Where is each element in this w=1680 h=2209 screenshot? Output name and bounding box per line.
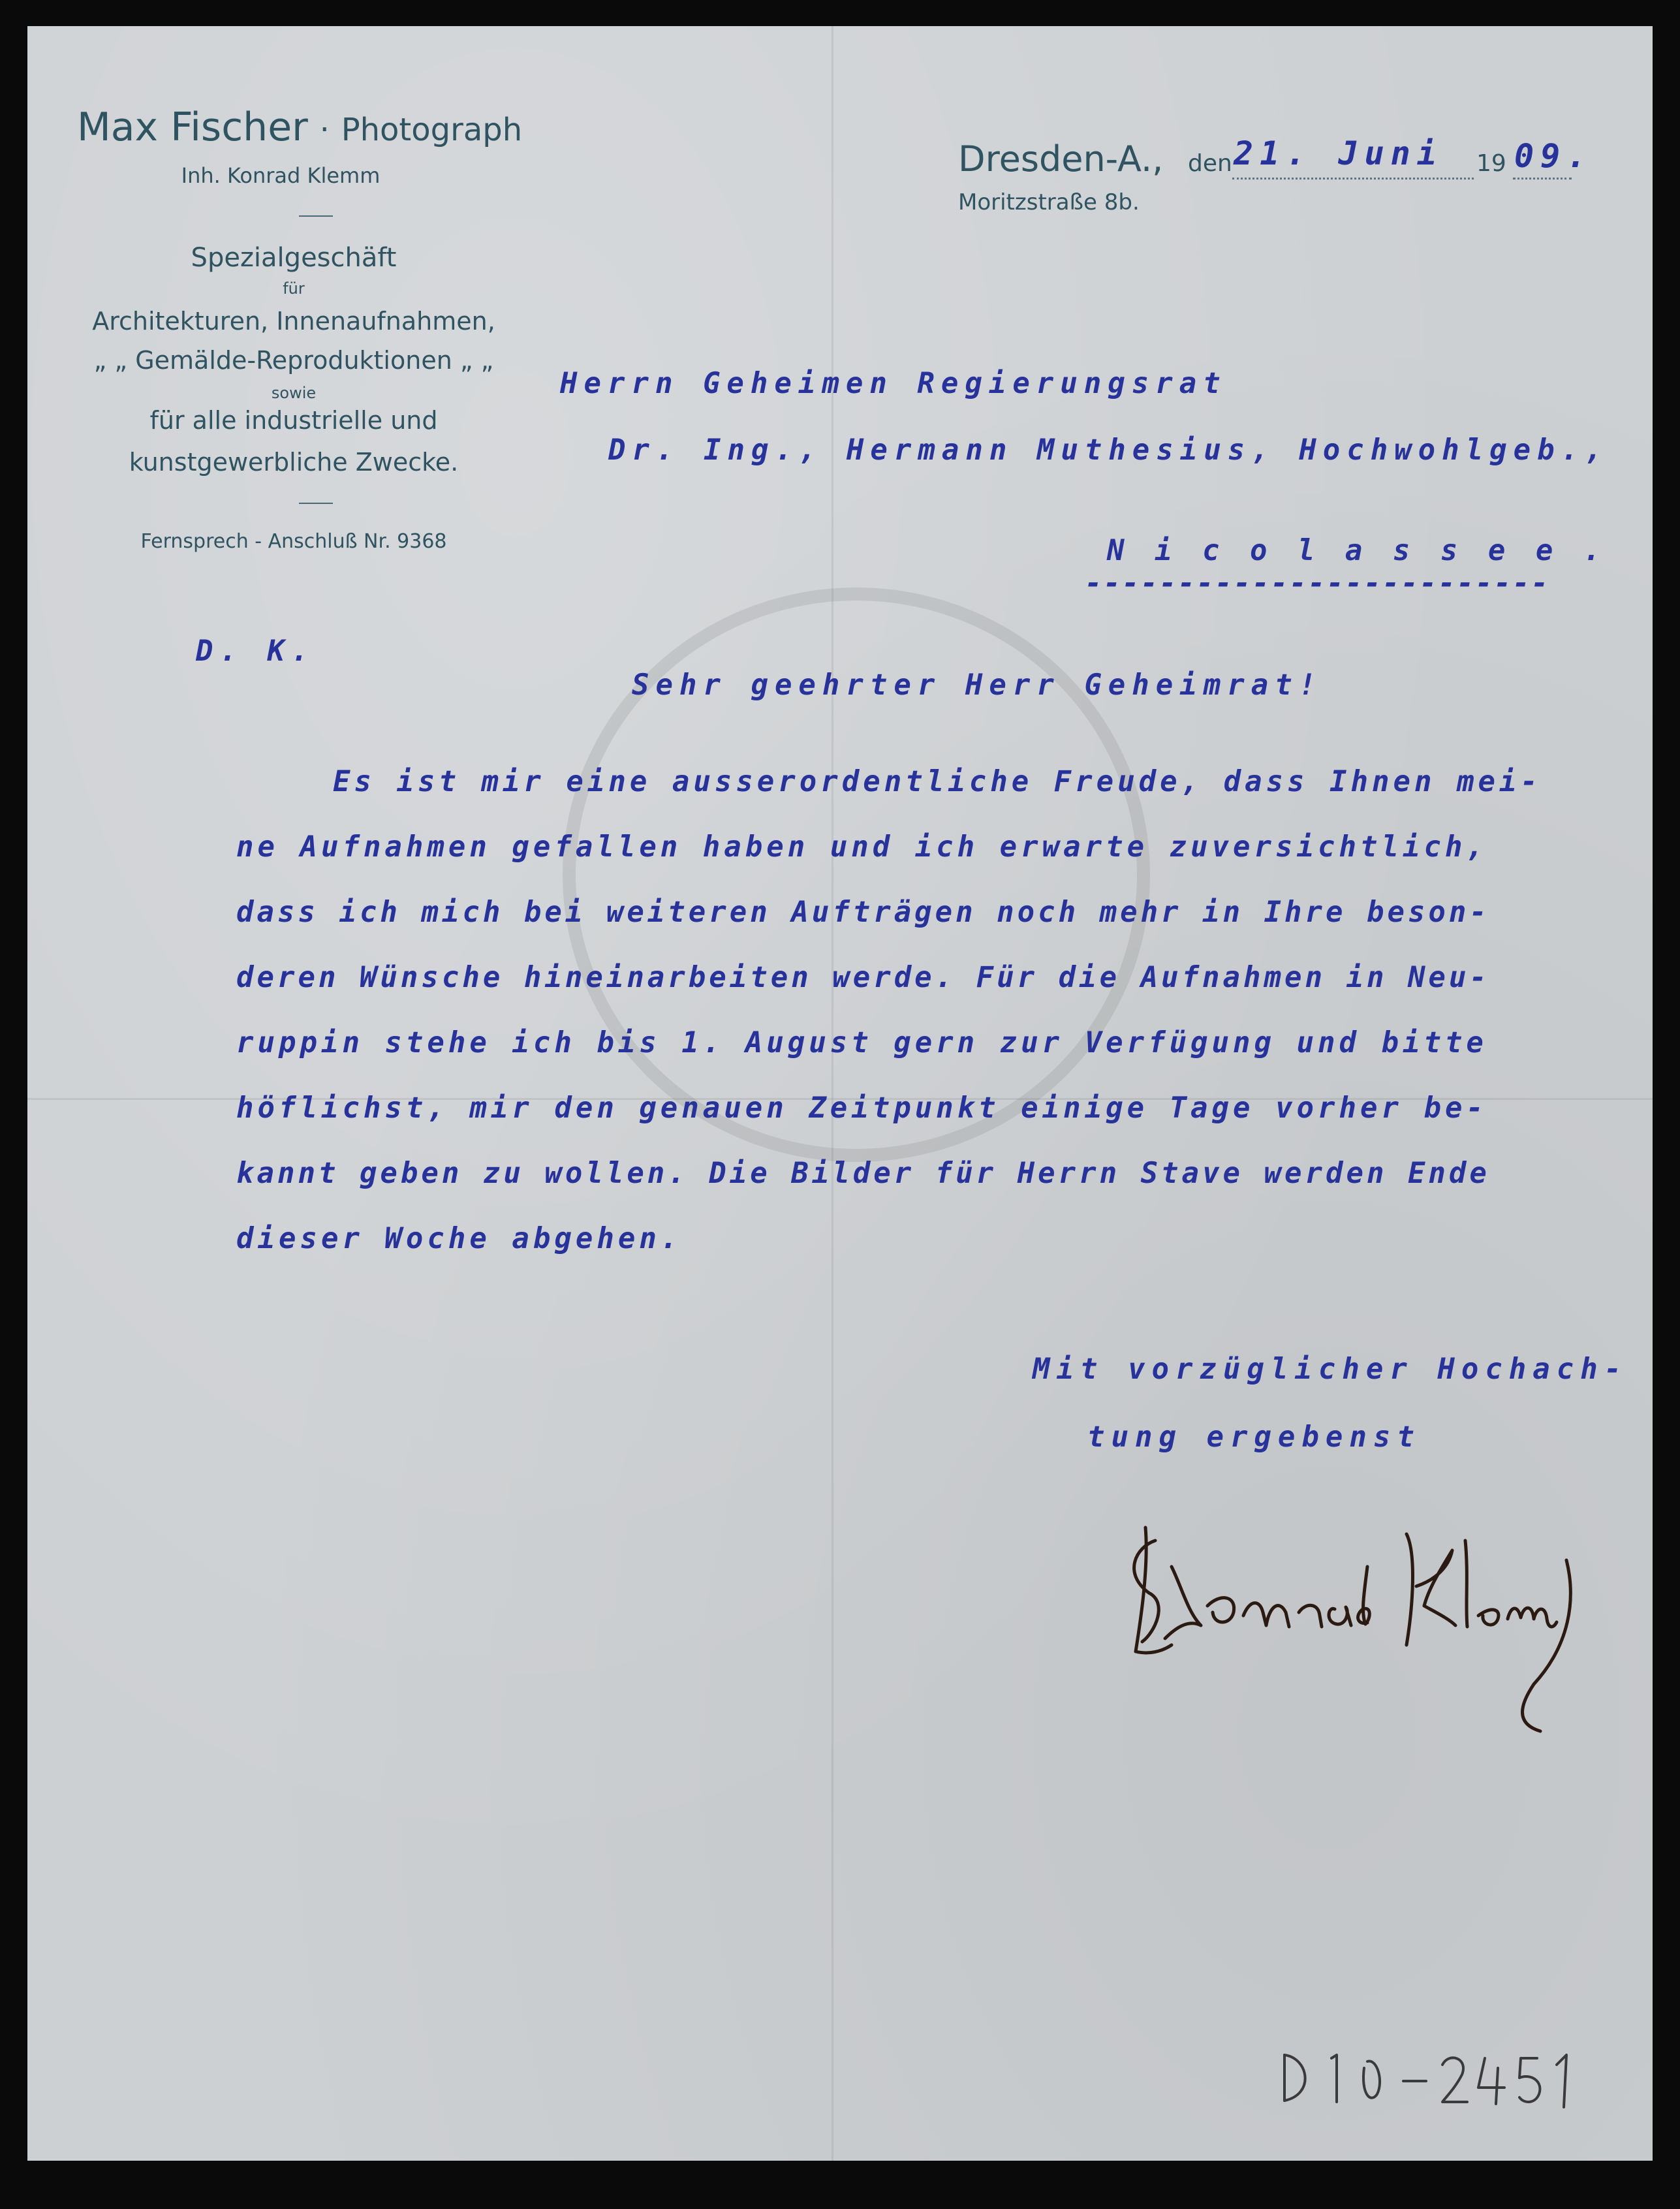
firm-name: Max Fischer [77, 104, 308, 150]
body-line: ne Aufnahmen gefallen haben und ich erwarte zuversichtlich, [236, 830, 1487, 864]
letterhead-specialty-line3: für alle industrielle und [149, 406, 438, 435]
letterhead-year-prefix: 19 [1476, 150, 1506, 177]
body-line: ruppin stehe ich bis 1. August gern zur Verfügung und bitte [236, 1026, 1487, 1059]
body-line: Es ist mir eine ausserordentliche Freude, dass Ihnen mei- [333, 765, 1542, 798]
letterhead-owner: Inh. Konrad Klemm [181, 163, 381, 188]
date-dotted-line [1232, 178, 1474, 180]
handwritten-signature [1110, 1488, 1606, 1815]
date-day-month: 21. Juni [1234, 134, 1443, 172]
address-line2: Dr. Ing., Hermann Muthesius, Hochwohlgeb., [608, 433, 1609, 467]
signature-name: Konrad Klemm [1110, 1808, 1114, 1809]
torn-edge [1657, 496, 1680, 574]
archive-number-text: D 1 0 - 2451 [1279, 2112, 1283, 2113]
letterhead-specialty-line4: kunstgewerbliche Zwecke. [129, 448, 459, 477]
address-city-underline: ------------------------- [1085, 567, 1550, 600]
address-city: N i c o l a s s e e . [1107, 534, 1608, 567]
body-line: kannt geben zu wollen. Die Bilder für Herrn Stave werden Ende [236, 1157, 1490, 1190]
closing-line1: Mit vorzüglicher Hochach- [1033, 1353, 1628, 1386]
archive-number [1279, 2042, 1579, 2114]
body-line: dass ich mich bei weiteren Aufträgen noch mehr in Ihre beson- [236, 896, 1490, 929]
closing-line2: tung ergebenst [1087, 1420, 1421, 1454]
letterhead-specialty-title: Spezialgeschäft [191, 243, 397, 273]
date-year: 09. [1514, 137, 1593, 175]
letterhead-divider [299, 215, 333, 217]
address-line1: Herrn Geheimen Regierungsrat [560, 367, 1227, 400]
salutation: Sehr geehrter Herr Geheimrat! [632, 668, 1323, 702]
letterhead-phone: Fernsprech - Anschluß Nr. 9368 [140, 530, 447, 553]
year-dotted-line [1513, 178, 1572, 180]
letterhead-specialty-sowie: sowie [271, 384, 317, 402]
reference-initials: D. K. [196, 634, 315, 668]
letterhead-firm [77, 104, 534, 150]
firm-separator: · [319, 112, 330, 148]
letterhead-specialty-line1: Architekturen, Innenaufnahmen, [92, 307, 495, 336]
letterhead-specialty-fuer: für [283, 279, 305, 298]
body-line: deren Wünsche hineinarbeiten werde. Für die Aufnahmen in Neu- [236, 961, 1490, 994]
letterhead-specialty-line2: „ „ Gemälde-Reproduktionen „ „ [93, 346, 494, 375]
letterhead-den-label: den [1188, 150, 1232, 177]
letterhead-place: Dresden-A., [958, 138, 1164, 180]
letterhead-street: Moritzstraße 8b. [958, 189, 1140, 215]
body-line: höflichst, mir den genauen Zeitpunkt einige Tage vorher be- [236, 1091, 1487, 1125]
body-line: dieser Woche abgehen. [236, 1222, 682, 1255]
firm-trade: Photograph [341, 112, 523, 148]
letterhead-divider [299, 503, 333, 504]
